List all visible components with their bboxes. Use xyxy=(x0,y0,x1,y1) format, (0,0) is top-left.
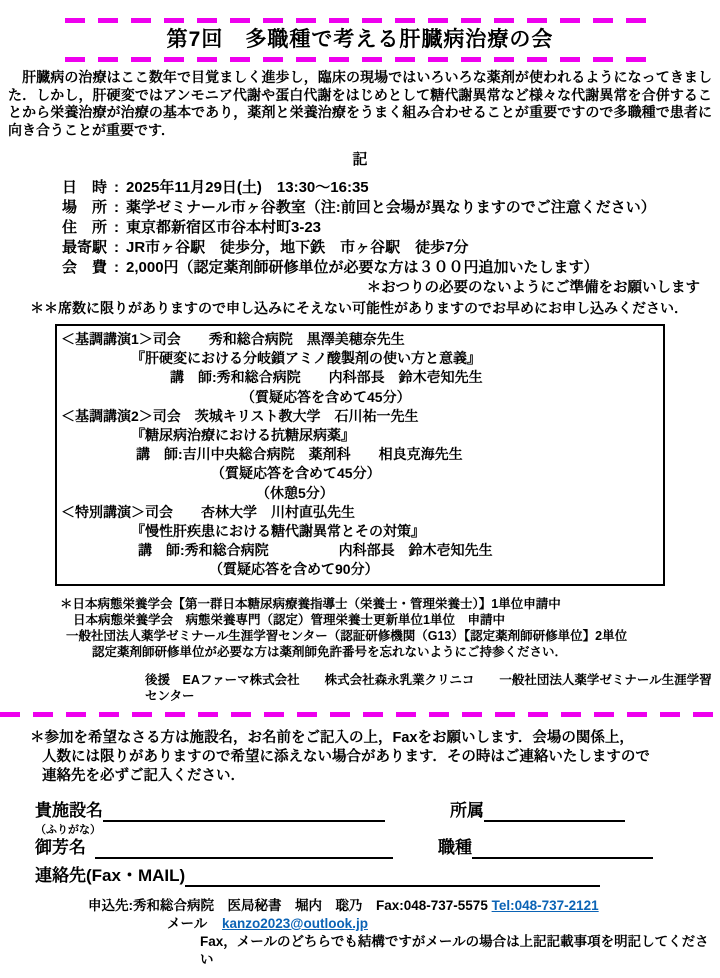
participation-note-line: 連絡先を必ずご記入ください． xyxy=(42,767,245,784)
program-line: ＜特別講演＞司会 杏林大学 川村直弘先生 xyxy=(61,503,355,520)
mail-line xyxy=(0,915,720,933)
detail-row-address xyxy=(62,218,720,238)
credit-line: ＊日本病態栄養学会【第一群日本糖尿病療養指導士（栄養士・管理栄養士）】1単位申請中 xyxy=(60,596,561,611)
program-line: ＜基調講演1＞司会 秀和総合病院 黒澤美穂奈先生 xyxy=(61,331,405,347)
sponsors-line: 後援 EAファーマ株式会社 株式会社森永乳業クリニコ 一般社団法人薬学ゼミナール生涯学習センター xyxy=(145,672,712,703)
detail-row-venue xyxy=(62,198,720,218)
program-line: 講 師:秀和総合病院 内科部長 鈴木壱知先生 xyxy=(138,542,493,559)
program-line: 『糖尿病治療における抗糖尿病薬』 xyxy=(131,427,355,444)
dashed-divider xyxy=(0,712,720,717)
change-note: ＊おつりの必要のないようにご準備をお願いします xyxy=(366,280,700,296)
form-row-name xyxy=(35,837,720,861)
credit-units-notes xyxy=(0,596,720,660)
tel-link[interactable]: Tel:048-737-2121 xyxy=(491,897,599,913)
credit-line: 日本病態栄養学会 病態栄養専門（認定）管理栄養士更新単位1単位 申請中 xyxy=(73,612,505,627)
program-line: （休憩5分） xyxy=(256,484,334,501)
fax-note: Fax，メールのどちらでも結構ですがメールの場合は上記記載事項を明記してください xyxy=(200,933,709,967)
detail-value: JR市ヶ谷駅 徒歩分，地下鉄 市ヶ谷駅 徒歩7分 xyxy=(126,239,469,256)
participation-note xyxy=(0,729,720,786)
facility-field xyxy=(103,802,385,822)
mail-link[interactable]: kanzo2023@outlook.jp xyxy=(222,915,368,931)
program-line: （質疑応答を含めて45分） xyxy=(211,465,381,482)
detail-value: 東京都新宿区市谷本村町3-23 xyxy=(126,219,322,236)
detail-label: 日 時 xyxy=(62,179,108,196)
seats-note: ＊＊席数に限りがありますので申し込みにそえない可能性がありますのでお早めにお申し込みください． xyxy=(30,300,688,316)
name-field xyxy=(95,839,393,859)
program-line: 『慢性肝疾患における糖代謝異常とその対策』 xyxy=(131,523,425,540)
detail-value: 2,000円（認定薬剤師研修単位が必要な方は３００円追加いたします） xyxy=(126,259,599,276)
application-form xyxy=(35,800,720,889)
contact-field xyxy=(185,867,600,887)
name-label: 御芳名 xyxy=(35,837,86,857)
detail-label: 住 所 xyxy=(62,219,108,236)
program-line: （質疑応答を含めて45分） xyxy=(241,388,411,405)
detail-separator: : xyxy=(114,219,119,236)
program-box xyxy=(55,324,665,586)
department-label: 所属 xyxy=(450,800,484,820)
ki-heading: 記 xyxy=(352,151,368,168)
dashed-rule-top xyxy=(65,18,655,23)
participation-note-line: ＊参加を希望なさる方は施設名，お名前をご記入の上，Faxをお願いします．会場の関係上， xyxy=(30,729,634,746)
program-line: 『肝硬変における分岐鎖アミノ酸製剤の使い方と意義』 xyxy=(131,350,481,367)
form-row-contact xyxy=(35,865,720,889)
detail-separator: : xyxy=(114,179,119,196)
mail-label: メール xyxy=(167,915,208,931)
credit-line: 一般社団法人薬学ゼミナール生涯学習センター（認証研修機関（G13）【認定薬剤師研修単位】2単位 xyxy=(66,628,628,643)
detail-label: 場 所 xyxy=(62,199,108,216)
detail-row-station xyxy=(62,238,720,258)
detail-separator: : xyxy=(114,259,119,276)
detail-separator: : xyxy=(114,239,119,256)
contact-label: 連絡先(Fax・MAIL) xyxy=(35,865,186,885)
furigana-label: （ふりがな） xyxy=(35,823,101,836)
page-title: 第7回 多職種で考える肝臓病治療の会 xyxy=(166,28,554,51)
dashed-rule-under-title xyxy=(65,57,655,62)
participation-note-line: 人数には限りがありますので希望に添えない場合があります．その時はご連絡いたしますので xyxy=(42,748,650,765)
program-line: 講 師:秀和総合病院 内科部長 鈴木壱知先生 xyxy=(170,369,483,386)
detail-row-datetime xyxy=(62,178,720,198)
department-field xyxy=(484,802,625,822)
event-details xyxy=(62,178,720,278)
detail-value: 2025年11月29日(土) 13:30～16:35 xyxy=(126,179,369,196)
apply-line xyxy=(0,897,720,915)
occupation-label: 職種 xyxy=(438,837,472,857)
credit-line: 認定薬剤師研修単位が必要な方は薬剤師免許番号を忘れないようにご持参ください． xyxy=(92,644,568,659)
occupation-field xyxy=(472,839,653,859)
program-line: （質疑応答を含めて90分） xyxy=(209,561,379,578)
detail-value: 薬学ゼミナール市ヶ谷教室（注:前回と会場が異なりますのでご注意ください） xyxy=(126,199,656,216)
program-line: 講 師:吉川中央総合病院 薬剤科 相良克海先生 xyxy=(136,446,463,463)
detail-row-fee xyxy=(62,258,720,278)
program-line: ＜基調講演2＞司会 茨城キリスト教大学 石川祐一先生 xyxy=(61,407,419,424)
detail-label: 会 費 xyxy=(62,259,108,276)
facility-label: 貴施設名 xyxy=(35,800,103,820)
form-row-facility xyxy=(35,800,720,824)
apply-contact-block xyxy=(0,897,720,969)
detail-separator: : xyxy=(114,199,119,216)
apply-line-text: 申込先:秀和総合病院 医局秘書 堀内 聡乃 Fax:048-737-5575 xyxy=(88,897,488,913)
detail-label: 最寄駅 xyxy=(62,239,108,256)
intro-paragraph: 肝臓病の治療はここ数年で目覚ましく進歩し，臨床の現場ではいろいろな薬剤が使われるようになってきました．しかし，肝硬変ではアンモニア代謝や蛋白代謝をはじめとして糖代謝異常など様々な代謝異常を合併することから栄養治療が治療の基本であり，薬剤と栄養治療をうまく組み合わせることが重要ですので多職種で患者に向き合うことが重要です． xyxy=(8,69,712,138)
